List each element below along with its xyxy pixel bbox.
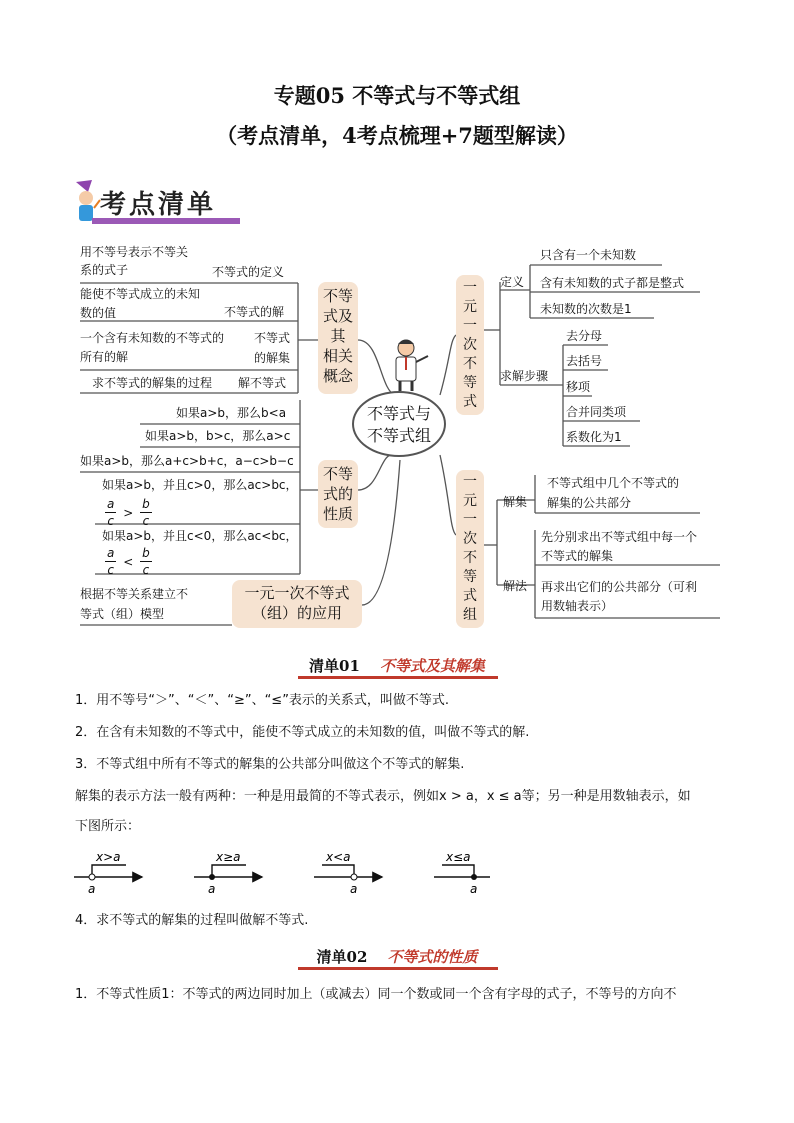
system-method-2b: 用数轴表示）	[541, 599, 614, 613]
mindmap-center	[352, 391, 446, 457]
linear-box-char: 元	[463, 299, 477, 315]
concept-desc-2a: 能使不等式成立的未知	[80, 287, 201, 301]
section-1-p5: 4．求不等式的解集的过程叫做解不等式.	[75, 913, 309, 928]
concept-desc-3a: 一个含有未知数的不等式的	[80, 331, 225, 345]
property-item-1: 如果a>b，那么b<a	[176, 406, 287, 420]
frac-num: a	[107, 546, 115, 560]
system-method-1b: 不等式的解集	[541, 549, 614, 563]
linear-box-char: 不	[463, 356, 477, 372]
application-box-line: （组）的应用	[251, 604, 342, 622]
numline-label-1: x>a	[96, 850, 121, 864]
frac-den: c	[107, 514, 114, 528]
section-2-heading	[0, 946, 794, 967]
application-desc-2: 等式（组）模型	[80, 607, 165, 621]
concept-box-line: 概念	[322, 367, 353, 385]
system-sol-2: 解集的公共部分	[547, 496, 632, 510]
concept-box-line: 不等	[322, 287, 353, 305]
concept-term-4: 解不等式	[238, 376, 287, 390]
numline-point-2: a	[208, 882, 216, 895]
system-box-char: 等	[463, 569, 477, 585]
page-subtitle: （考点清单，4考点梳理+7题型解读）	[216, 123, 578, 148]
system-box-char: 一	[463, 474, 477, 490]
system-box	[456, 470, 484, 628]
frac-den: c	[107, 563, 114, 577]
frac-num: b	[142, 546, 150, 560]
section-1-name: 不等式及其解集	[379, 657, 485, 675]
linear-step-2: 去括号	[566, 354, 603, 368]
banner-title: 考点清单	[100, 190, 217, 220]
property-box-line: 式的	[322, 485, 353, 503]
concept-desc-4: 求不等式的解集的过程	[92, 376, 213, 390]
numline-label-4: x≤a	[446, 850, 471, 864]
linear-steps-label: 求解步骤	[500, 369, 549, 383]
linear-def-1: 只含有一个未知数	[540, 248, 637, 262]
linear-step-1: 去分母	[566, 329, 603, 343]
hollow-point	[351, 874, 357, 880]
property-item-5: 如果a>b，并且c<0，那么ac<bc，	[102, 529, 298, 543]
section-2-name: 不等式的性质	[387, 948, 478, 966]
linear-def-label: 定义	[500, 275, 525, 289]
section-2-p1: 1．不等式性质1：不等式的两边同时加上（或减去）同一个数或同一个含有字母的式子，不等号的方向不	[75, 987, 677, 1002]
system-sol-label: 解集	[503, 495, 528, 509]
property-box	[318, 460, 358, 528]
center-line-1: 不等式与	[366, 404, 431, 423]
linear-box	[456, 275, 484, 415]
system-box-char: 组	[463, 607, 477, 623]
section-1-heading	[0, 655, 794, 676]
concept-term-2: 不等式的解	[224, 305, 285, 319]
linear-box-char: 一	[463, 318, 477, 334]
section-1-p3: 3．不等式组中所有不等式的解集的公共部分叫做这个不等式的解集.	[75, 757, 465, 772]
numline-point-1: a	[88, 882, 96, 895]
solid-point	[209, 874, 215, 880]
fraction-a-over-c	[105, 496, 152, 529]
system-method-1a: 先分别求出不等式组中每一个	[541, 530, 698, 544]
frac-num: b	[142, 497, 150, 511]
section-1-p2: 2．在含有未知数的不等式中，能使不等式成立的未知数的值，叫做不等式的解.	[75, 725, 530, 740]
application-desc-1: 根据不等关系建立不	[80, 587, 189, 601]
property-box-line: 性质	[322, 505, 353, 523]
linear-box-char: 式	[463, 394, 477, 410]
section-1-p4a: 解集的表示方法一般有两种：一种是用最简的不等式表示，例如x > a，x ≤ a等；另一种是用数轴表示，如	[75, 789, 691, 804]
linear-def-3: 未知数的次数是1	[540, 302, 632, 316]
section-2-number: 清单02	[316, 948, 368, 966]
solid-point	[471, 874, 477, 880]
numline-point-3: a	[350, 882, 358, 895]
application-box-line: 一元一次不等式	[244, 584, 350, 602]
system-method-label: 解法	[503, 579, 528, 593]
center-line-2: 不等式组	[366, 426, 431, 445]
system-box-char: 一	[463, 512, 477, 528]
teacher-icon	[384, 336, 430, 392]
numline-label-3: x<a	[326, 850, 351, 864]
linear-box-char: 一	[463, 280, 477, 296]
application-box	[232, 580, 362, 628]
system-box-char: 次	[463, 531, 477, 547]
frac-op: <	[123, 554, 134, 569]
concept-desc-1b: 系的式子	[80, 263, 129, 277]
linear-step-3: 移项	[566, 380, 591, 394]
concept-term-3a: 不等式	[254, 331, 291, 345]
section-1-p4b: 下图所示：	[75, 819, 141, 834]
system-box-char: 不	[463, 550, 477, 566]
linear-step-4: 合并同类项	[566, 405, 627, 419]
linear-def-2: 含有未知数的式子都是整式	[540, 276, 685, 290]
system-box-char: 元	[463, 493, 477, 509]
frac-op: >	[123, 505, 134, 520]
property-item-3: 如果a>b，那么a+c>b+c，a−c>b−c	[80, 454, 294, 468]
linear-box-char: 次	[463, 337, 477, 353]
hollow-point	[89, 874, 95, 880]
linear-step-5: 系数化为1	[566, 430, 622, 444]
section-1-underline	[298, 676, 498, 679]
system-box-char: 式	[463, 588, 477, 604]
system-sol-1: 不等式组中几个不等式的	[547, 476, 680, 490]
concept-box-line: 其	[330, 327, 346, 345]
concept-desc-3b: 所有的解	[80, 350, 129, 364]
frac-den: c	[142, 514, 150, 528]
concept-box-line: 式及	[322, 307, 353, 325]
fraction-a-over-c-lt	[105, 545, 152, 578]
concept-desc-2b: 数的值	[80, 306, 117, 320]
frac-num: a	[107, 497, 115, 511]
section-1-p1: 1．用不等号“＞”、“＜”、“≥”、“≤”表示的关系式，叫做不等式.	[75, 693, 450, 708]
page-title: 专题05 不等式与不等式组	[273, 83, 521, 108]
section-1-number: 清单01	[309, 657, 360, 675]
numline-point-4: a	[470, 882, 478, 895]
linear-box-char: 等	[463, 375, 477, 391]
property-item-4: 如果a>b，并且c>0，那么ac>bc，	[102, 478, 298, 492]
section-2-underline	[298, 967, 498, 970]
property-item-2: 如果a>b，b>c，那么a>c	[145, 429, 291, 443]
concept-term-3b: 的解集	[254, 351, 291, 365]
frac-den: c	[142, 563, 150, 577]
concept-box	[318, 282, 358, 394]
system-method-2a: 再求出它们的公共部分（可利	[541, 580, 698, 594]
concept-desc-1a: 用不等号表示不等关	[80, 245, 189, 259]
property-box-line: 不等	[322, 465, 353, 483]
numline-label-2: x≥a	[216, 850, 241, 864]
concept-box-line: 相关	[322, 347, 353, 365]
concept-term-1: 不等式的定义	[212, 265, 285, 279]
number-lines	[70, 845, 490, 895]
